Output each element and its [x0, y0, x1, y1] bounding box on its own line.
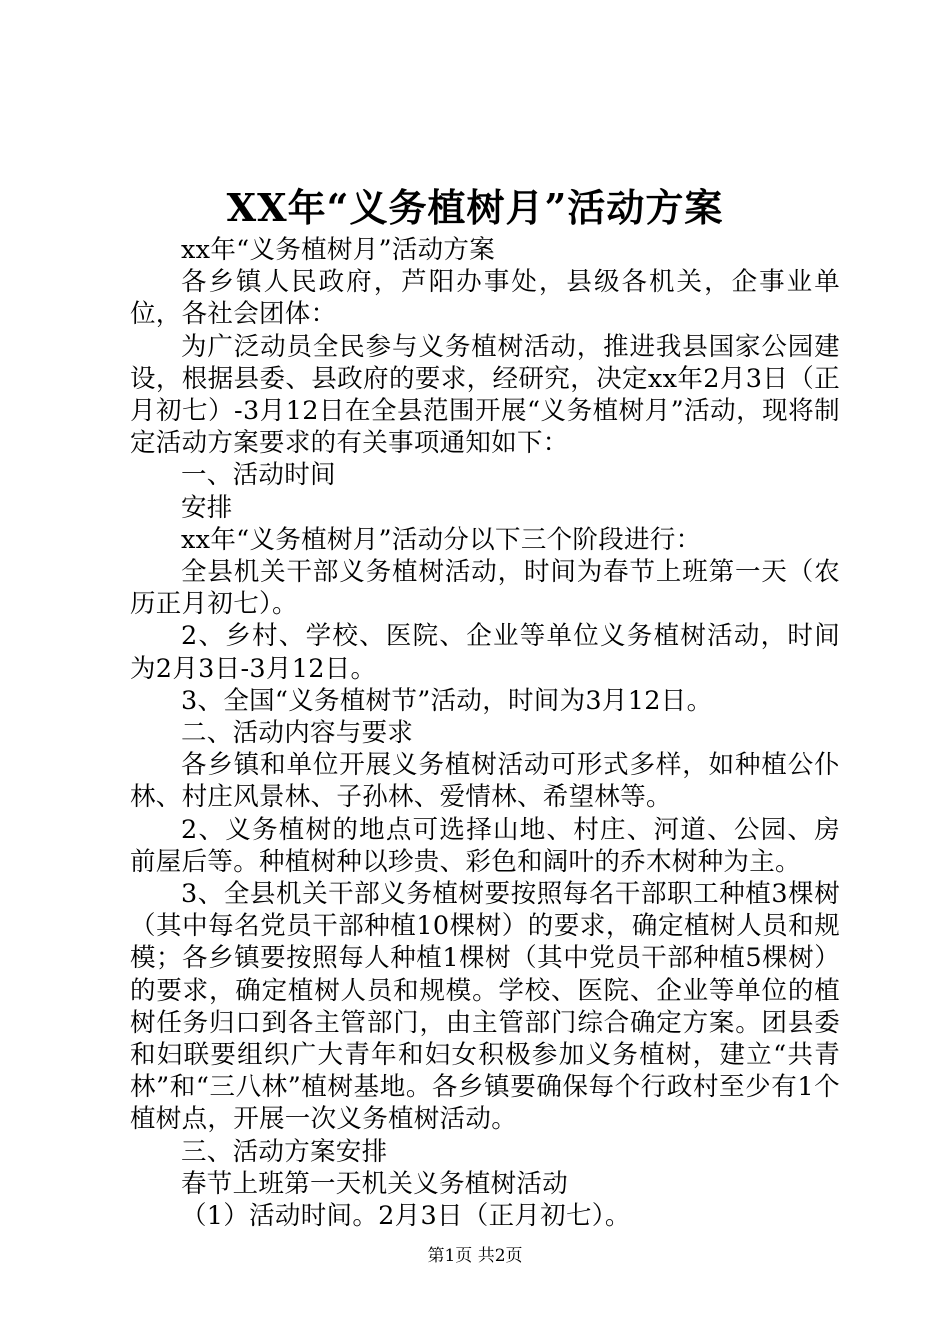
section-heading-plan: 三、活动方案安排 — [181, 1136, 388, 1167]
page-footer: 第1页 共2页 — [427, 1246, 523, 1266]
paragraph-quotas: 3、全县机关干部义务植树要按照每名干部职工种植3棵树（其中每名党员干部种植10棵树）的要求，确定植树人员和规模；各乡镇要按照每人种植1棵树（其中党员干部种植5棵树）的要求，确定植树人员和规模。学校、医院、企业等单位的植树任务归口到各主管部门，由主管部门综合确定方案。团县委和妇联要组织广大青年和妇女积极参加义务植树，建立“共青林”和“三八林”植树基地。各乡镇要确保每个行政村至少有1个植树点，开展一次义务植树活动。 — [130, 879, 840, 1135]
document-body — [130, 234, 840, 1232]
paragraph-forms: 各乡镇和单位开展义务植树活动可形式多样，如种植公仆林、村庄风景林、子孙林、爱情林、希望林等。 — [130, 750, 840, 813]
paragraph-subtitle: xx年“义务植树月”活动方案 — [181, 235, 496, 265]
paragraph-arrangement: 安排 — [181, 492, 233, 523]
paragraph-stages: xx年“义务植树月”活动分以下三个阶段进行： — [181, 524, 702, 555]
paragraph-first-day: 春节上班第一天机关义务植树活动 — [181, 1168, 569, 1199]
paragraph-stage-1: 全县机关干部义务植树活动，时间为春节上班第一天（农历正月初七）。 — [130, 557, 840, 620]
paragraph-activity-time: （1）活动时间。2月3日（正月初七）。 — [181, 1201, 631, 1232]
section-heading-time: 一、活动时间 — [181, 460, 336, 491]
paragraph-addressees: 各乡镇人民政府，芦阳办事处，县级各机关，企事业单位，各社会团体： — [130, 267, 840, 330]
paragraph-stage-3: 3、全国“义务植树节”活动，时间为3月12日。 — [181, 685, 713, 716]
paragraph-intro: 为广泛动员全民参与义务植树活动，推进我县国家公园建设，根据县委、县政府的要求，经研究，决定xx年2月3日（正月初七）-3月12日在全县范围开展“义务植树月”活动，现将制定活动方案要求的有关事项通知如下： — [130, 331, 840, 459]
document-title: XX年“义务植树月”活动方案 — [226, 185, 724, 230]
paragraph-stage-2: 2、乡村、学校、医院、企业等单位义务植树活动，时间为2月3日-3月12日。 — [130, 621, 840, 684]
section-heading-content: 二、活动内容与要求 — [181, 718, 414, 749]
paragraph-locations: 2、义务植树的地点可选择山地、村庄、河道、公园、房前屋后等。种植树种以珍贵、彩色和阔叶的乔木树种为主。 — [130, 814, 840, 877]
